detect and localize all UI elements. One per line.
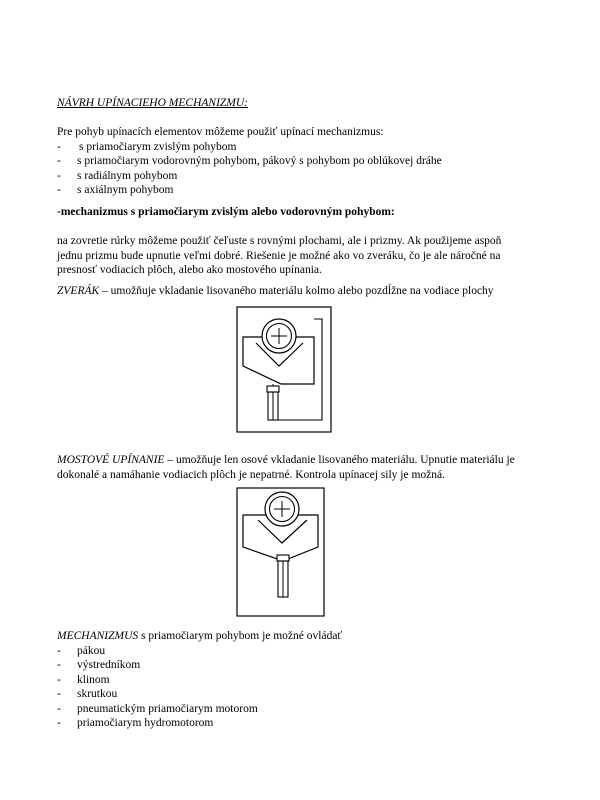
mostove-line-2: dokonalé a namáhanie vodiacich plôch je nepatrné. Kontrola upínacej sily je možná. <box>57 468 445 481</box>
paragraph-line: presnosť vodiacich plôch, alebo ako mostového upínania. <box>57 264 322 276</box>
piston-head <box>277 555 289 561</box>
list-item: - výstredníkom <box>57 659 141 671</box>
list-item: - s priamočiarym vodorovným pohybom, pákový s pohybom po oblúkovej dráhe <box>57 155 442 167</box>
intro-list <box>57 140 560 198</box>
list-item: - pákou <box>57 644 106 657</box>
bridge-clamp-diagram <box>236 487 326 619</box>
list-item: - skrutkou <box>57 688 118 700</box>
piston-head <box>267 386 279 392</box>
zverak-line <box>57 284 560 299</box>
paragraph-line: na zovretie rúrky môžeme použiť čeľuste s rovnými plochami, ale i prizmy. Ak použijeme aspoň <box>57 235 502 247</box>
zverak-term: ZVERÁK <box>57 285 100 297</box>
list-item: - s axiálnym pohybom <box>57 184 174 196</box>
list-item: - s priamočiarym zvislým pohybom <box>57 140 237 153</box>
intro-lead: Pre pohyb upínacích elementov môžeme použiť upínací mechanizmus: <box>57 126 384 138</box>
mostove-line-1: MOSTOVÉ UPÍNANIE – umožňuje len osové vkladanie lisovaného materiálu. Upnutie materiálu je <box>57 454 515 466</box>
paragraph-line: jednu prizmu bude upnutie veľmi dobré. Riešenie je možné ako vo zveráku, čo je ale náročné na <box>57 249 501 262</box>
section-paragraph <box>57 234 560 278</box>
mostove-term: MOSTOVÉ UPÍNANIE <box>57 454 165 466</box>
list-item: - priamočiarym hydromotorom <box>57 717 214 729</box>
list-item: - klinom <box>57 673 110 686</box>
list-item: - s radiálnym pohybom <box>57 169 178 182</box>
mechanizmus-block <box>57 629 560 731</box>
zverak-text: – umožňuje vkladanie lisovaného materiálu kolmo alebo pozdĺžne na vodiace plochy <box>99 285 494 297</box>
section-heading: -mechanizmus s priamočiarym zvislým alebo vodorovným pohybom: <box>57 206 395 218</box>
list-item: - pneumatickým priamočiarym motorom <box>57 702 258 715</box>
intro-block <box>57 125 560 198</box>
vise-diagram <box>236 306 336 434</box>
page-title: NÁVRH UPÍNACIEHO MECHANIZMU: <box>57 97 249 109</box>
mechanizmus-term: MECHANIZMUS <box>57 630 139 642</box>
mechanizmus-lead: MECHANIZMUS s priamočiarym pohybom je možné ovládať <box>57 630 343 642</box>
mostove-block <box>57 453 560 482</box>
mechanizmus-list <box>57 644 560 731</box>
